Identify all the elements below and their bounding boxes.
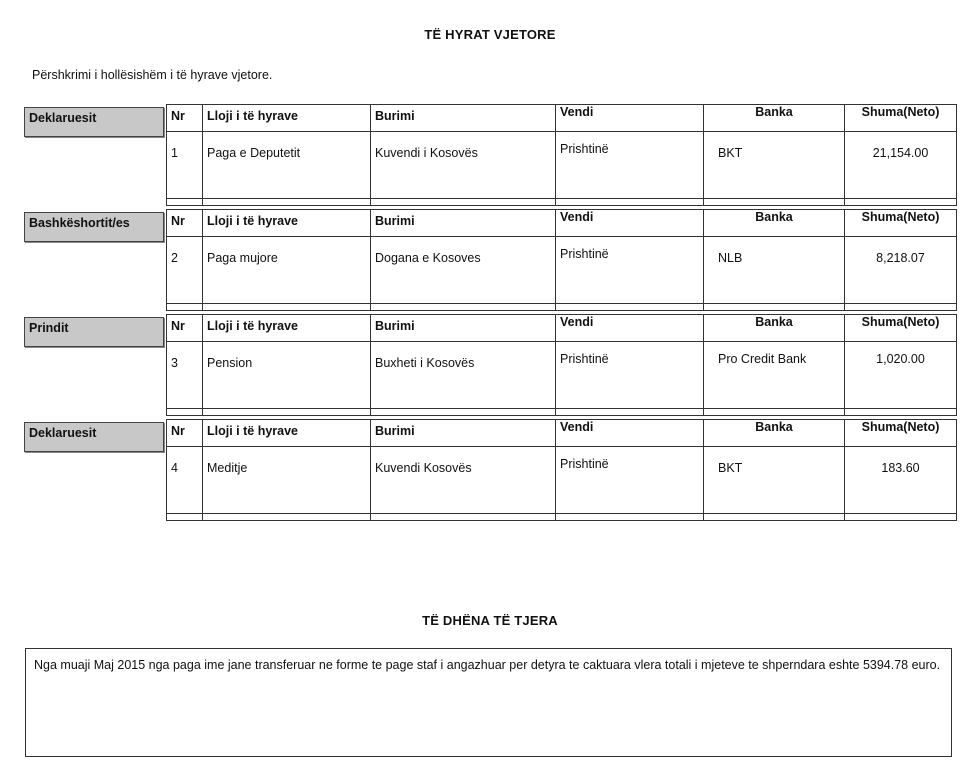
table-row — [167, 132, 957, 199]
table-header-row — [167, 315, 957, 342]
header-type: Lloji i të hyrave — [203, 315, 371, 342]
header-source: Burimi — [371, 315, 556, 342]
role-label: Bashkëshortit/es — [24, 212, 164, 242]
header-bank: Banka — [704, 420, 845, 447]
cell-amount: 21,154.00 — [845, 132, 957, 199]
cell-bank: Pro Credit Bank — [704, 342, 845, 409]
cell-bank: NLB — [704, 237, 845, 304]
header-bank: Banka — [704, 105, 845, 132]
page-title: TË HYRAT VJETORE — [424, 27, 556, 42]
cell-place: Prishtinë — [556, 237, 704, 304]
cell-type: Paga e Deputetit — [203, 132, 371, 199]
cell-source: Dogana e Kosoves — [371, 237, 556, 304]
role-label: Prindit — [24, 317, 164, 347]
cell-amount: 183.60 — [845, 447, 957, 514]
income-table — [166, 314, 957, 416]
header-amount: Shuma(Neto) — [845, 210, 957, 237]
income-table — [166, 419, 957, 521]
cell-place: Prishtinë — [556, 132, 704, 199]
cell-nr: 2 — [167, 237, 203, 304]
cell-type: Paga mujore — [203, 237, 371, 304]
income-table — [166, 209, 957, 311]
header-place: Vendi — [556, 420, 704, 447]
table-spacer-row — [167, 304, 957, 311]
cell-source: Buxheti i Kosovës — [371, 342, 556, 409]
header-type: Lloji i të hyrave — [203, 105, 371, 132]
header-nr: Nr — [167, 420, 203, 447]
cell-nr: 4 — [167, 447, 203, 514]
income-group-1 — [24, 104, 956, 190]
cell-nr: 3 — [167, 342, 203, 409]
cell-type: Pension — [203, 342, 371, 409]
header-type: Lloji i të hyrave — [203, 420, 371, 447]
role-label: Deklaruesit — [24, 422, 164, 452]
header-amount: Shuma(Neto) — [845, 315, 957, 342]
cell-source: Kuvendi Kosovës — [371, 447, 556, 514]
header-source: Burimi — [371, 420, 556, 447]
header-amount: Shuma(Neto) — [845, 105, 957, 132]
header-bank: Banka — [704, 210, 845, 237]
other-data-box: Nga muaji Maj 2015 nga paga ime jane transferuar ne forme te page staf i angazhuar per detyra te caktuara vlera totali i mjeteve te shperndara eshte 5394.78 euro. — [25, 648, 952, 757]
cell-type: Meditje — [203, 447, 371, 514]
cell-bank: BKT — [704, 132, 845, 199]
header-nr: Nr — [167, 210, 203, 237]
header-nr: Nr — [167, 315, 203, 342]
income-group-2 — [24, 209, 956, 295]
table-header-row — [167, 210, 957, 237]
table-spacer-row — [167, 514, 957, 521]
header-nr: Nr — [167, 105, 203, 132]
income-group-3 — [24, 314, 956, 400]
header-place: Vendi — [556, 210, 704, 237]
cell-place: Prishtinë — [556, 447, 704, 514]
header-bank: Banka — [704, 315, 845, 342]
table-row — [167, 447, 957, 514]
cell-nr: 1 — [167, 132, 203, 199]
header-place: Vendi — [556, 315, 704, 342]
table-header-row — [167, 105, 957, 132]
header-amount: Shuma(Neto) — [845, 420, 957, 447]
cell-source: Kuvendi i Kosovës — [371, 132, 556, 199]
income-group-4 — [24, 419, 956, 505]
table-spacer-row — [167, 409, 957, 416]
other-data-title: TË DHËNA TË TJERA — [422, 613, 558, 628]
income-table — [166, 104, 957, 206]
cell-bank: BKT — [704, 447, 845, 514]
table-row — [167, 342, 957, 409]
cell-place: Prishtinë — [556, 342, 704, 409]
role-label: Deklaruesit — [24, 107, 164, 137]
header-type: Lloji i të hyrave — [203, 210, 371, 237]
header-source: Burimi — [371, 210, 556, 237]
table-row — [167, 237, 957, 304]
page-subtitle: Përshkrimi i hollësishëm i të hyrave vjetore. — [32, 68, 273, 82]
header-source: Burimi — [371, 105, 556, 132]
cell-amount: 8,218.07 — [845, 237, 957, 304]
header-place: Vendi — [556, 105, 704, 132]
table-spacer-row — [167, 199, 957, 206]
table-header-row — [167, 420, 957, 447]
cell-amount: 1,020.00 — [845, 342, 957, 409]
